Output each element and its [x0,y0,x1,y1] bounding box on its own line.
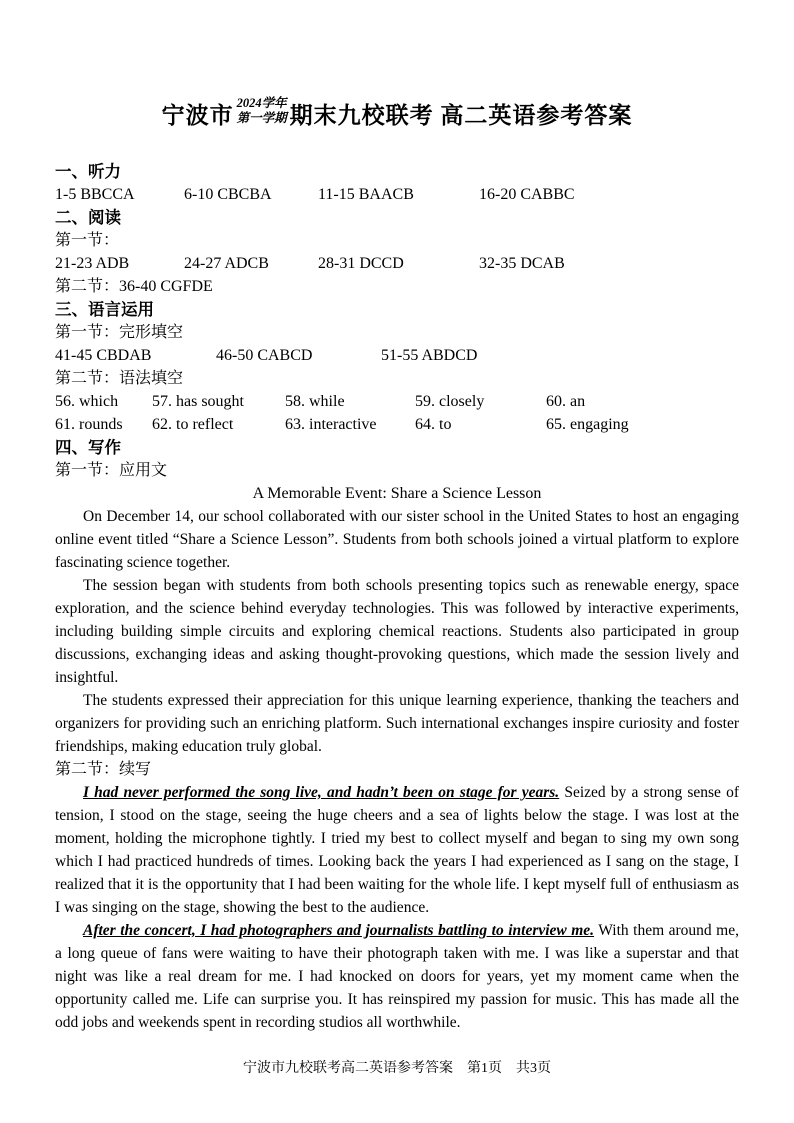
answer-group: 21-23 ADB [55,255,130,272]
reading-answers-row [55,252,739,275]
answer-group: 28-31 DCCD [318,255,404,272]
essay-paragraph-2: The session began with students from both schools presenting topics such as renewable energy, space exploration, and the science behind everyday technologies. This was followed by interactive experiments, including building simple circuits and exploring chemical reactions. Students also participated in group discussions, exchanging ideas and asking thought-provoking questions, which made the session lively and insightful. [55,577,739,686]
answer-group: 32-35 DCAB [479,255,565,272]
answer-group: 24-27 ADCB [184,255,269,272]
section-heading-reading: 二、阅读 [55,208,121,227]
answer-item: 62. to reflect [152,416,234,433]
title-term-top: 2024学年 [236,96,287,110]
title-term-bottom: 第一学期 [236,111,287,125]
answer-item: 56. which [55,393,119,410]
grammar-label: 第二节：语法填空 [55,370,184,387]
continuation-lead-2: After the concert, I had photographers and journalists battling to interview me. [83,922,595,939]
continuation-body-2: With them around me, a long queue of fans were waiting to have their photograph taken with me. I was like a superstar and that night was like a real dream for me. I had knocked on doors for years, yet my moment came when the opportunity called me. Life can surprise you. It has reinspired my passion for music. This has made all the odd jobs and weekends spent in recording studios all worthwhile. [55,922,739,1031]
answer-item: 58. while [285,393,345,410]
answer-item: 63. interactive [285,416,377,433]
essay-title: A Memorable Event: Share a Science Lesson [252,485,542,502]
listening-answers-row [55,183,739,206]
page-footer: 宁波市九校联考高二英语参考答案 第1页 共3页 [243,1061,551,1076]
section-heading-writing: 四、写作 [55,438,121,457]
essay-paragraph-3: The students expressed their appreciation for this unique learning experience, thanking the teachers and organizers for providing such an enriching platform. Such international exchanges inspire curiosity and foster friendships, making education truly global. [55,692,739,755]
essay-paragraph-1: On December 14, our school collaborated with our sister school in the United States to host an engaging online event titled “Share a Science Lesson”. Students from both schools joined a virtual platform to explore fascinating science together. [55,508,739,571]
answer-item: 57. has sought [152,393,244,410]
title-rest: 期末九校联考 高二英语参考答案 [289,102,633,128]
answer-group: 11-15 BAACB [318,186,414,203]
grammar-answers-row-2 [55,413,739,436]
reading-part1-label: 第一节： [55,232,120,249]
section-heading-listening: 一、听力 [55,162,121,181]
answer-group: 46-50 CABCD [216,347,313,364]
answer-group: 6-10 CBCBA [184,186,272,203]
answer-item: 61. rounds [55,416,123,433]
document-title [55,92,739,134]
cloze-label: 第一节：完形填空 [55,324,184,341]
answer-item: 64. to [415,416,452,433]
continuation-paragraph-1 [55,781,739,919]
reading-part2-label: 第二节：36-40 CGFDE [55,278,213,295]
continuation-body-1: Seized by a strong sense of tension, I stood on the stage, seeing the huge cheers and a sea of lights below the stage. I was lost at the moment, holding the microphone tightly. I tried my best to collect myself and began to sing my own song which I had practiced hundreds of times. Looking back the years I had experienced as I sang on the stage, I realized that it is the opportunity that I had been waiting for the whole life. I kept myself full of enthusiasm as I was singing on the stage, showing the best to the audience. [55,784,739,916]
answer-group: 1-5 BBCCA [55,186,135,203]
answer-group: 16-20 CABBC [479,186,575,203]
continuation-lead-1: I had never performed the song live, and hadn’t been on stage for years. [83,784,560,801]
answer-item: 65. engaging [546,416,629,433]
answer-group: 41-45 CBDAB [55,347,152,364]
grammar-answers-row-1 [55,390,739,413]
writing-part2-label: 第二节：续写 [55,761,152,778]
section-heading-language-use: 三、语言运用 [55,300,154,319]
answer-group: 51-55 ABDCD [381,347,478,364]
answer-item: 59. closely [415,393,485,410]
continuation-paragraph-2 [55,919,739,1034]
writing-part1-label: 第一节：应用文 [55,462,168,479]
cloze-answers-row [55,344,739,367]
title-term-stack [237,96,287,126]
answer-item: 60. an [546,393,586,410]
title-school: 宁波市 [161,102,234,128]
answer-key-content [55,160,739,1034]
